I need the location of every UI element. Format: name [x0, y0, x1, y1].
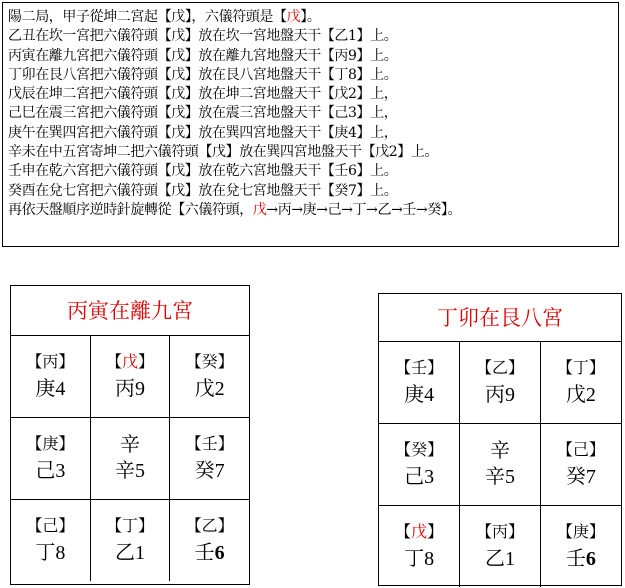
earth-stem-bottom: 丙9: [114, 376, 145, 400]
heaven-stem-top: 【壬】: [395, 358, 444, 377]
text-line: [8, 201, 618, 220]
earth-stem-bottom: 壬6: [194, 540, 225, 564]
text-segment: 戊: [286, 9, 301, 25]
earth-stem-bottom: 己3: [35, 458, 66, 482]
text-segment: 乙丑在坎一宮把六儀符頭【戊】放在坎一宮地盤天干【乙1】上。: [8, 28, 398, 45]
earth-stem-bottom: 辛5: [114, 458, 145, 482]
palace-cell: [379, 342, 460, 424]
heaven-stem-top: 【丁】: [105, 516, 154, 535]
nine-palace-table: [379, 342, 621, 587]
palace-cell: [460, 424, 541, 506]
palace-cell: [460, 342, 541, 424]
grid-title: 丁卯在艮八宮: [379, 294, 621, 342]
earth-stem-bottom: 己3: [404, 464, 435, 488]
earth-stem-bottom: 庚4: [404, 382, 435, 406]
text-line: [8, 124, 618, 143]
palace-cell: [90, 336, 169, 418]
text-segment: 戊辰在坤二宮把六儀符頭【戊】放在坤二宮地盤天干【戊2】上，: [8, 86, 398, 103]
earth-stem-bottom: 戊2: [565, 382, 596, 406]
palace-grid-dingmao: [378, 293, 622, 586]
text-line: [8, 8, 618, 27]
text-segment: 陽二局，甲子從坤二宮起【: [8, 9, 172, 25]
palace-cell: [170, 500, 249, 582]
heaven-stem-top: 【丁】: [556, 358, 605, 377]
text-line: [8, 162, 618, 181]
earth-stem-bottom: 庚4: [35, 376, 66, 400]
earth-stem-bottom: 戊2: [194, 376, 225, 400]
heaven-stem-top: 【戊】: [395, 522, 444, 541]
earth-stem-bottom: 丙9: [484, 382, 515, 406]
heaven-stem-top: 【己】: [26, 516, 75, 535]
heaven-stem-top: 辛: [489, 438, 510, 462]
palace-cell: [379, 506, 460, 588]
palace-cell: [379, 424, 460, 506]
palace-cell: [11, 418, 90, 500]
explanation-textbox: [2, 2, 619, 247]
text-segment: 丁卯在艮八宮把六儀符頭【戊】放在艮八宮地盤天干【丁8】上。: [8, 66, 398, 83]
palace-cell: [170, 336, 249, 418]
text-segment: →丙→庚→己→丁→乙→壬→癸】。: [266, 201, 462, 218]
palace-cell: [170, 418, 249, 500]
earth-stem-bottom: 壬6: [565, 546, 596, 570]
heaven-stem-top: 【庚】: [26, 434, 75, 453]
heaven-stem-top: 【庚】: [556, 522, 605, 541]
nine-palace-table: [11, 336, 249, 581]
heaven-stem-top: 【戊】: [105, 352, 155, 371]
text-segment: 戊: [252, 201, 267, 218]
palace-cell: [11, 500, 90, 582]
palace-cell: [540, 342, 621, 424]
heaven-stem-top: 【丙】: [26, 352, 75, 371]
palace-cell: [540, 506, 621, 588]
text-segment: 庚午在巽四宮把六儀符頭【戊】放在巽四宮地盤天干【庚4】上，: [8, 124, 398, 141]
heaven-stem-top: 【丙】: [475, 522, 524, 541]
earth-stem-bottom: 癸7: [194, 458, 225, 482]
text-line: [8, 143, 618, 162]
text-line: [8, 47, 618, 66]
text-segment: 壬申在乾六宮把六儀符頭【戊】放在乾六宮地盤天干【壬6】上。: [8, 163, 398, 180]
heaven-stem-top: 【壬】: [185, 434, 234, 453]
palace-cell: [460, 506, 541, 588]
text-segment: 己巳在震三宮把六儀符頭【戊】放在震三宮地盤天干【己3】上，: [8, 105, 398, 122]
text-segment: 再依天盤順序逆時針旋轉從【六儀符頭，: [8, 201, 253, 218]
grid-title: 丙寅在離九宮: [11, 286, 249, 336]
earth-stem-bottom: 癸7: [565, 464, 596, 488]
text-segment: 辛未在中五宮寄坤二把六儀符頭【戊】放在巽四宮地盤天干【戊2】上。: [8, 144, 439, 161]
heaven-stem-top: 【癸】: [185, 352, 234, 371]
text-segment: 丙寅在離九宮把六儀符頭【戊】放在離九宮地盤天干【丙9】上。: [8, 47, 398, 64]
heaven-stem-top: 【癸】: [395, 440, 444, 459]
palace-cell: [11, 336, 90, 418]
earth-stem-bottom: 乙1: [484, 546, 515, 570]
text-line: [8, 27, 618, 46]
palace-cell: [540, 424, 621, 506]
heaven-stem-top: 【乙】: [185, 516, 234, 535]
text-segment: 癸酉在兌七宮把六儀符頭【戊】放在兌七宮地盤天干【癸7】上。: [8, 182, 398, 199]
heaven-stem-top: 辛: [119, 432, 140, 456]
palace-grid-bingyin: [10, 285, 250, 585]
text-line: [8, 85, 618, 104]
text-line: [8, 66, 618, 85]
earth-stem-bottom: 丁8: [35, 540, 66, 564]
earth-stem-bottom: 丁8: [404, 546, 435, 570]
earth-stem-bottom: 乙1: [114, 540, 145, 564]
heaven-stem-top: 【己】: [556, 440, 605, 459]
heaven-stem-top: 【乙】: [475, 358, 524, 377]
text-line: [8, 104, 618, 123]
text-segment: 】，六儀符頭是【: [184, 9, 287, 25]
palace-cell: [90, 500, 169, 582]
text-segment: 戊: [171, 9, 185, 25]
text-segment: 】。: [300, 9, 321, 25]
earth-stem-bottom: 辛5: [484, 464, 515, 488]
text-line: [8, 182, 618, 201]
palace-cell: [90, 418, 169, 500]
